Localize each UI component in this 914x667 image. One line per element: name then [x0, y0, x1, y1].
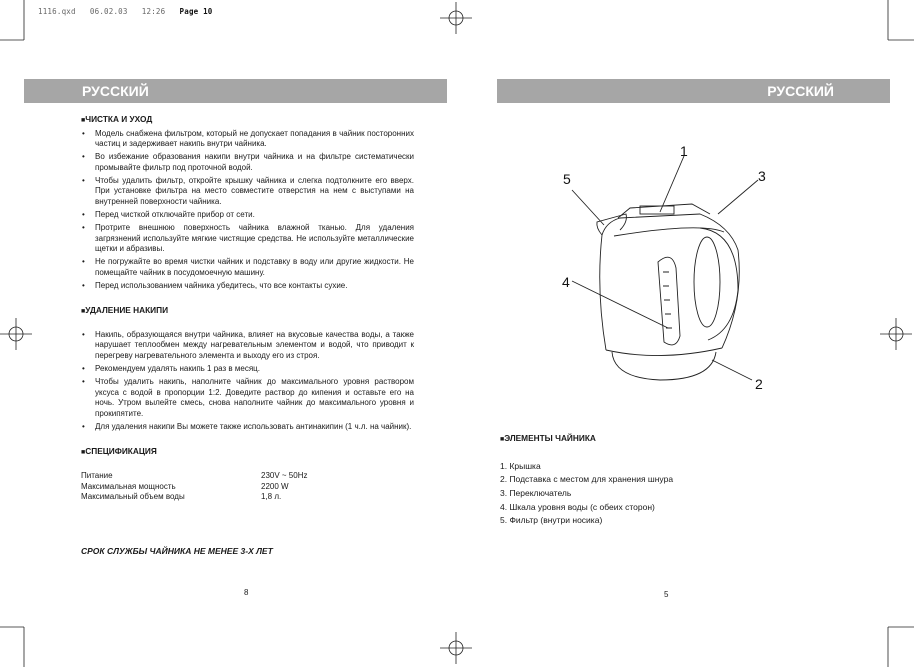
- square-bullet-icon: ■: [81, 308, 86, 316]
- print-page: Page 10: [179, 7, 213, 16]
- list-item: 4. Шкала уровня воды (с обеих сторон): [500, 501, 655, 512]
- right-page-content: [500, 433, 830, 528]
- table-row: [81, 492, 307, 503]
- spec-title: ■СПЕЦИФИКАЦИЯ: [81, 446, 157, 457]
- label-3: 3: [758, 168, 766, 184]
- list-item: • Чтобы удалить накипь, наполните чайник до максимального уровня раствором уксуса с водой в пропорции 1:2. Доведите раствор до кипения и оставьте его на ночь. Утром вылейте смесь, снова наполните чайник до максимального уровня и прокипятите.: [81, 377, 414, 419]
- cleaning-title: ■ЧИСТКА И УХОД: [81, 114, 153, 124]
- kettle-illustration: [540, 130, 780, 410]
- list-item: • Перед использованием чайника убедитесь, что все контакты сухие.: [81, 281, 414, 292]
- label-2: 2: [755, 376, 763, 392]
- spec-value: 230V ~ 50Hz: [261, 470, 308, 480]
- page-number-right: 5: [664, 590, 669, 599]
- print-filename: 1116.qxd: [38, 7, 76, 16]
- descaling-list: [81, 330, 414, 433]
- spec-label: Максимальный объем воды: [81, 492, 185, 502]
- label-5: 5: [563, 171, 571, 187]
- list-item: 2. Подставка с местом для хранения шнура: [500, 474, 674, 485]
- print-date: 06.02.03: [89, 7, 128, 16]
- table-row: [81, 471, 307, 482]
- language-label-left: РУССКИЙ: [82, 83, 149, 99]
- header-band-left: [24, 79, 447, 103]
- service-life-note: СРОК СЛУЖБЫ ЧАЙНИКА НЕ МЕНЕЕ 3-Х ЛЕТ: [81, 546, 273, 556]
- label-4: 4: [562, 274, 570, 290]
- elements-list: [500, 460, 830, 529]
- list-item: • Чтобы удалить фильтр, откройте крышку чайника и слегка подтолкните его вверх. При установке фильтра на место совместите отверстия на нем с выступами на внутренней поверхности чайника.: [81, 176, 414, 208]
- list-item: • Накипь, образующаяся внутри чайника, влияет на вкусовые качества воды, а также нарушает теплообмен между нагревательным элементом и водой, что приводит к перегреву нагревательного элемента и выходу его из строя.: [81, 330, 414, 362]
- list-item: 3. Переключатель: [500, 488, 572, 498]
- list-item: • Перед чисткой отключайте прибор от сети.: [81, 210, 414, 221]
- square-bullet-icon: ■: [81, 449, 86, 457]
- descaling-title: ■УДАЛЕНИЕ НАКИПИ: [81, 305, 169, 316]
- spec-label: Максимальная мощность: [81, 481, 176, 491]
- spec-table: [81, 471, 307, 503]
- label-1: 1: [680, 143, 688, 159]
- print-time: 12:26: [141, 7, 166, 16]
- cleaning-list: [81, 129, 414, 292]
- square-bullet-icon: ■: [500, 436, 505, 443]
- list-item: • Во избежание образования накипи внутри чайника и на фильтре систематически промывайте фильтр под проточной водой.: [81, 152, 414, 173]
- spec-label: Питание: [81, 470, 113, 480]
- language-label-right: РУССКИЙ: [767, 83, 834, 99]
- elements-title: ■ЭЛЕМЕНТЫ ЧАЙНИКА: [500, 433, 596, 443]
- page-number-left: 8: [244, 588, 249, 597]
- table-row: [81, 482, 307, 493]
- list-item: • Не погружайте во время чистки чайник и подставку в воду или другие жидкости. Не помещайте чайник в посудомоечную машину.: [81, 257, 414, 278]
- list-item: 1. Крышка: [500, 460, 541, 471]
- header-band-right: [497, 79, 890, 103]
- list-item: • Для удаления накипи Вы можете также использовать антинакипин (1 ч.л. на чайник).: [81, 422, 414, 433]
- list-item: • Протрите внешнюю поверхность чайника влажной тканью. Для удаления загрязнений используйте мягкие чистящие средства. Не используйте металлические щетки и абразивы.: [81, 223, 414, 255]
- list-item: 5. Фильтр (внутри носика): [500, 515, 603, 526]
- list-item: • Модель снабжена фильтром, который не допускает попадания в чайник посторонних частиц и задерживает накипь внутри чайника.: [81, 129, 414, 150]
- spec-value: 2200 W: [261, 481, 289, 491]
- list-item: • Рекомендуем удалять накипь 1 раз в месяц.: [81, 364, 414, 375]
- spec-value: 1,8 л.: [261, 492, 282, 502]
- left-page-content: [81, 114, 414, 503]
- square-bullet-icon: ■: [81, 117, 86, 124]
